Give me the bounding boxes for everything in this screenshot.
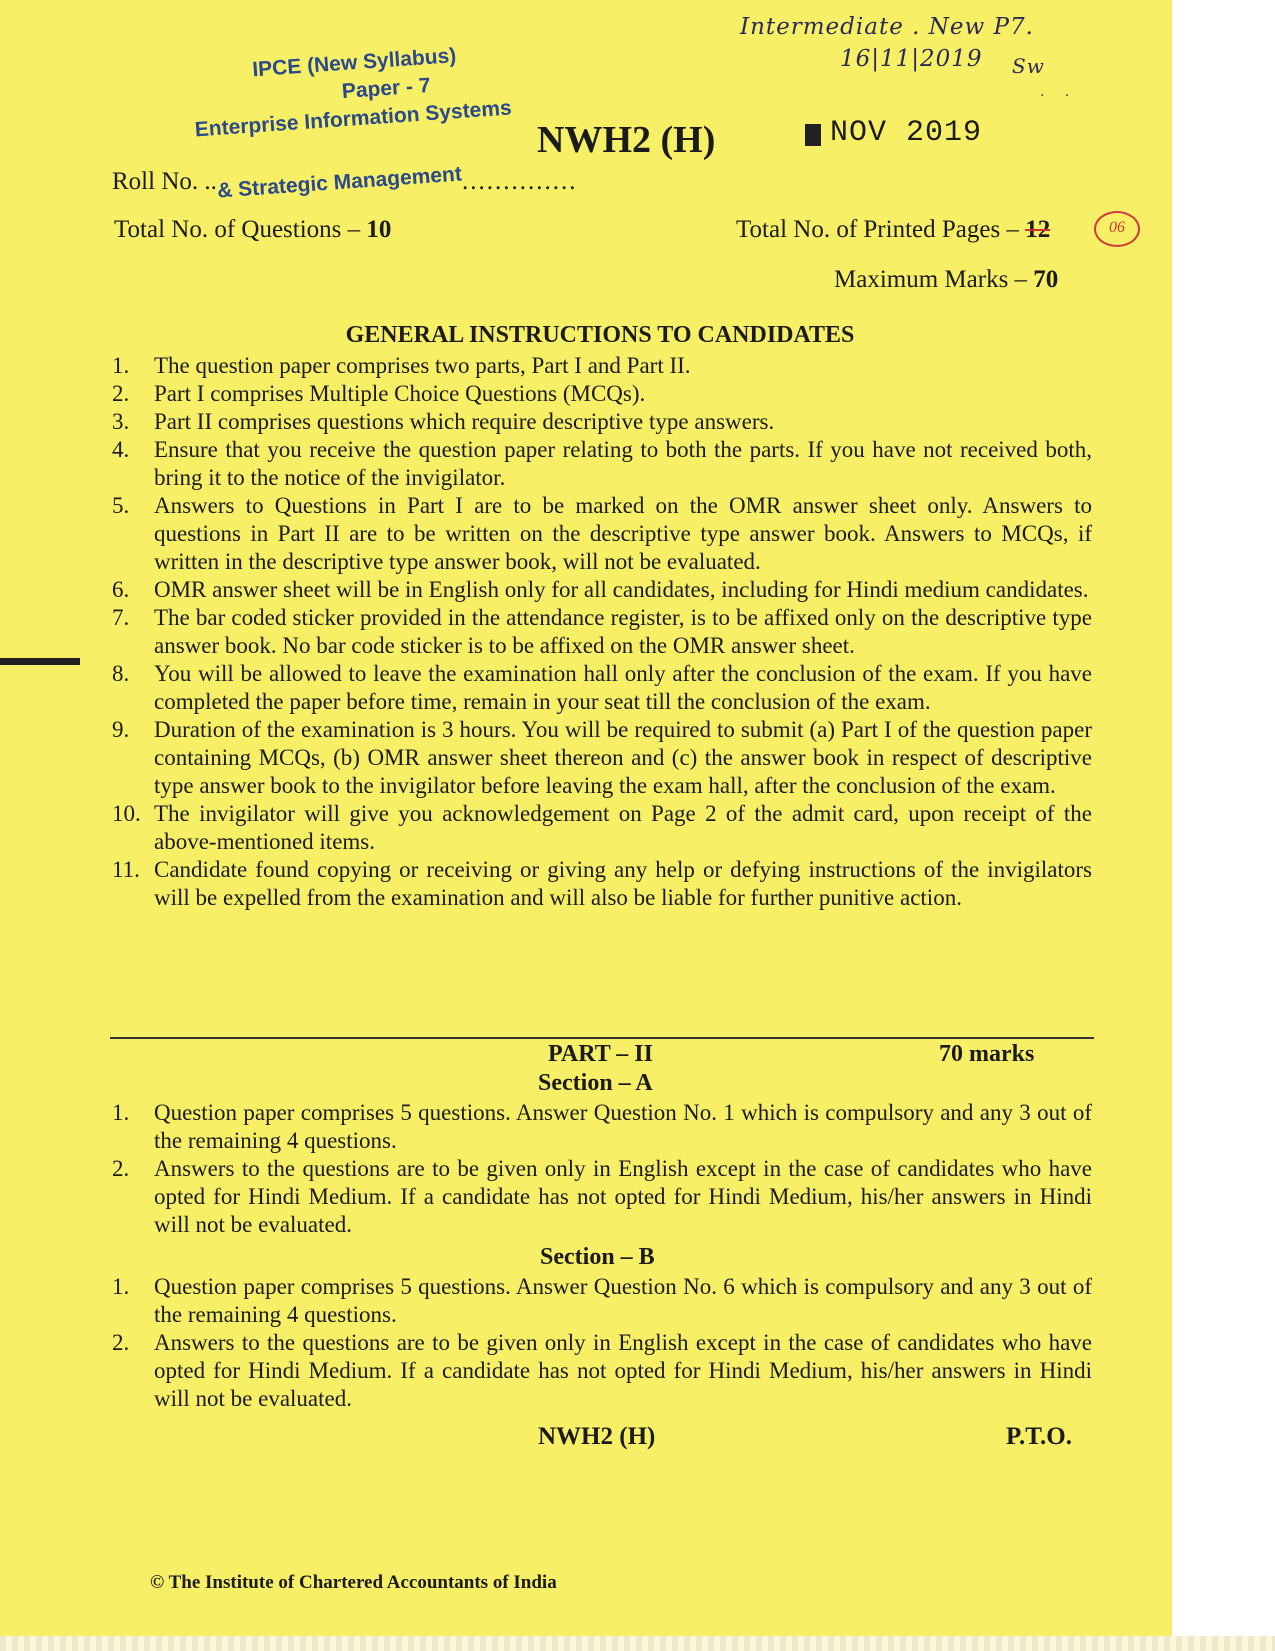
section-item-text: Answers to the questions are to be given only in English except in the case of candidates who have opted for Hindi Medium. If a candidate has not opted for Hindi Medium, his/her answers in Hindi will not be evaluated. [154, 1156, 1092, 1237]
maximum-marks [834, 266, 1058, 294]
exam-date: NOV 2019 [830, 116, 983, 150]
roll-label: Roll No. .. [112, 168, 217, 195]
printed-pages [736, 216, 1050, 244]
section-b-item [112, 1329, 1092, 1413]
instruction-number: 3. [112, 409, 130, 434]
part-two-marks: 70 marks [939, 1041, 1035, 1067]
instruction-text: The question paper comprises two parts, Part I and Part II. [154, 353, 691, 378]
instruction-text: Duration of the examination is 3 hours. You will be required to submit (a) Part I of the question paper containing MCQs, (b) OMR answer sheet thereon and (c) the answer book in respect of descriptive type answer book to the invigilator before leaving the exam hall, after the conclusion of the exam. [154, 717, 1092, 798]
instruction-item [112, 436, 1092, 492]
instruction-text: Ensure that you receive the question paper relating to both the parts. If you have not received both, bring it to the notice of the invigilator. [154, 437, 1092, 490]
handwritten-dots: · · [1040, 88, 1078, 104]
stamp-line-management: & Strategic Management [216, 162, 463, 203]
total-questions-value: 10 [366, 216, 392, 243]
handwritten-initials: Sw [1012, 54, 1045, 78]
stamp-line-subject: Enterprise Information Systems [194, 96, 513, 142]
instruction-number: 10. [112, 801, 141, 826]
date-marker-icon [805, 124, 821, 146]
section-item-text: Question paper comprises 5 questions. Answer Question No. 6 which is compulsory and any 3 out of the remaining 4 questions. [154, 1274, 1092, 1327]
instruction-text: Answers to Questions in Part I are to be marked on the OMR answer sheet only. Answers to questions in Part II are to be written on the descriptive type answer book. Answers to MCQs, if written in the descriptive type answer book, will not be evaluated. [154, 493, 1092, 574]
section-item-text: Question paper comprises 5 questions. Answer Question No. 1 which is compulsory and any 3 out of the remaining 4 questions. [154, 1100, 1092, 1153]
footer-paper-code: NWH2 (H) [538, 1423, 656, 1450]
printed-pages-value: 12 [1025, 216, 1051, 243]
section-item-number: 1. [112, 1100, 130, 1125]
instruction-item [112, 408, 1092, 436]
section-b-title: Section – B [540, 1244, 655, 1270]
roll-dots: .............. [461, 168, 578, 195]
margin-ink-mark [0, 658, 80, 665]
section-divider [110, 1037, 1094, 1039]
total-questions [114, 216, 391, 244]
instruction-text: The bar coded sticker provided in the attendance register, is to be affixed only on the descriptive type answer book. No bar code sticker is to be affixed on the OMR answer sheet. [154, 605, 1092, 658]
instruction-number: 6. [112, 577, 130, 602]
printed-pages-label: Total No. of Printed Pages – [736, 216, 1026, 243]
syllabus-stamp [194, 39, 513, 144]
general-instructions-list [112, 352, 1092, 912]
section-item-text: Answers to the questions are to be given only in English except in the case of candidates who have opted for Hindi Medium. If a candidate has not opted for Hindi Medium, his/her answers in Hindi will not be evaluated. [154, 1330, 1092, 1411]
section-item-number: 1. [112, 1274, 130, 1299]
scan-bottom-edge [0, 1636, 1275, 1651]
please-turn-over: P.T.O. [1006, 1423, 1072, 1450]
section-item-number: 2. [112, 1156, 130, 1181]
instruction-item [112, 660, 1092, 716]
section-b-item [112, 1273, 1092, 1329]
section-a-item [112, 1155, 1092, 1239]
instruction-number: 9. [112, 717, 130, 742]
instruction-number: 5. [112, 493, 130, 518]
instruction-item [112, 492, 1092, 576]
total-questions-label: Total No. of Questions – [114, 216, 367, 243]
paper-code: NWH2 (H) [537, 119, 716, 161]
instruction-text: The invigilator will give you acknowledgement on Page 2 of the admit card, upon receipt of the above-mentioned items. [154, 801, 1092, 854]
instruction-number: 11. [112, 857, 140, 882]
part-two-title: PART – II [548, 1041, 653, 1067]
instruction-item [112, 352, 1092, 380]
instruction-item [112, 856, 1092, 912]
general-instructions-title [0, 322, 1172, 349]
instruction-text: OMR answer sheet will be in English only for all candidates, including for Hindi medium candidates. [154, 577, 1089, 602]
handwritten-note-course: Intermediate . New P7. [740, 14, 1034, 40]
roll-number-line [112, 162, 578, 203]
handwritten-note-date: 16|11|2019 [840, 46, 983, 72]
instruction-text: Part I comprises Multiple Choice Questions (MCQs). [154, 381, 646, 406]
instruction-item [112, 604, 1092, 660]
max-marks-value: 70 [1033, 266, 1059, 293]
instruction-number: 8. [112, 661, 130, 686]
general-instructions-title-text: GENERAL INSTRUCTIONS TO CANDIDATES [345, 322, 855, 348]
instruction-text: Candidate found copying or receiving or giving any help or defying instructions of the invigilators will be expelled from the examination and will also be liable for further punitive action. [154, 857, 1092, 910]
instruction-number: 7. [112, 605, 130, 630]
instruction-text: Part II comprises questions which require descriptive type answers. [154, 409, 775, 434]
instruction-item [112, 716, 1092, 800]
instruction-item [112, 800, 1092, 856]
instruction-number: 4. [112, 437, 130, 462]
instruction-text: You will be allowed to leave the examination hall only after the conclusion of the exam. If you have completed the paper before time, remain in your seat till the conclusion of the exam. [154, 661, 1092, 714]
instruction-item [112, 380, 1092, 408]
instruction-number: 1. [112, 353, 130, 378]
section-b-instructions [112, 1273, 1092, 1413]
stamp-line-paper: Paper - 7 [341, 74, 432, 104]
section-a-instructions [112, 1099, 1092, 1239]
stamp-line-syllabus: IPCE (New Syllabus) [251, 44, 457, 82]
copyright-notice: © The Institute of Chartered Accountants of India [150, 1572, 557, 1593]
instruction-number: 2. [112, 381, 130, 406]
max-marks-label: Maximum Marks – [834, 266, 1034, 293]
section-item-number: 2. [112, 1330, 130, 1355]
printed-pages-correction: 06 [1094, 211, 1140, 247]
section-a-item [112, 1099, 1092, 1155]
instruction-item [112, 576, 1092, 604]
section-a-title: Section – A [538, 1070, 653, 1096]
